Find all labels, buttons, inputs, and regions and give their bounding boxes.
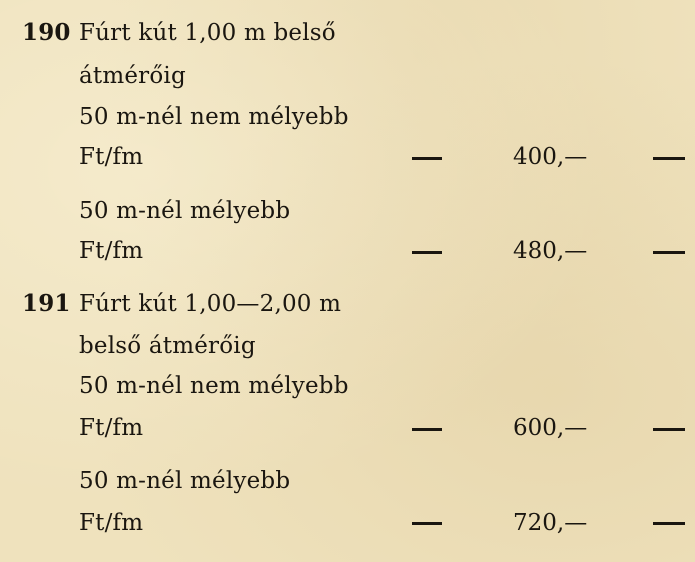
leader-dash <box>653 522 685 525</box>
leader-dash <box>653 157 685 160</box>
item-number: 191 <box>22 290 71 317</box>
item-number: 190 <box>22 19 71 46</box>
leader-dash <box>412 251 442 254</box>
row-condition: 50 m-nél mélyebb <box>79 198 291 224</box>
row-condition: 50 m-nél mélyebb <box>79 468 291 494</box>
row-unit: Ft/fm <box>79 510 144 536</box>
row-price: 480,— <box>513 238 588 264</box>
row-unit: Ft/fm <box>79 144 144 170</box>
row-price: 400,— <box>513 144 588 170</box>
item-title-line: átmérőig <box>79 63 186 89</box>
row-price: 600,— <box>513 415 588 441</box>
row-condition: 50 m-nél nem mélyebb <box>79 373 349 399</box>
row-unit: Ft/fm <box>79 238 144 264</box>
row-price: 720,— <box>513 510 588 536</box>
row-condition: 50 m-nél nem mélyebb <box>79 104 349 130</box>
item-title-line: Fúrt kút 1,00 m belső <box>79 20 336 46</box>
leader-dash <box>653 428 685 431</box>
leader-dash <box>653 251 685 254</box>
leader-dash <box>412 157 442 160</box>
item-title-line: Fúrt kút 1,00—2,00 m <box>79 291 342 317</box>
leader-dash <box>412 522 442 525</box>
row-unit: Ft/fm <box>79 415 144 441</box>
item-title-line: belső átmérőig <box>79 333 256 359</box>
leader-dash <box>412 428 442 431</box>
